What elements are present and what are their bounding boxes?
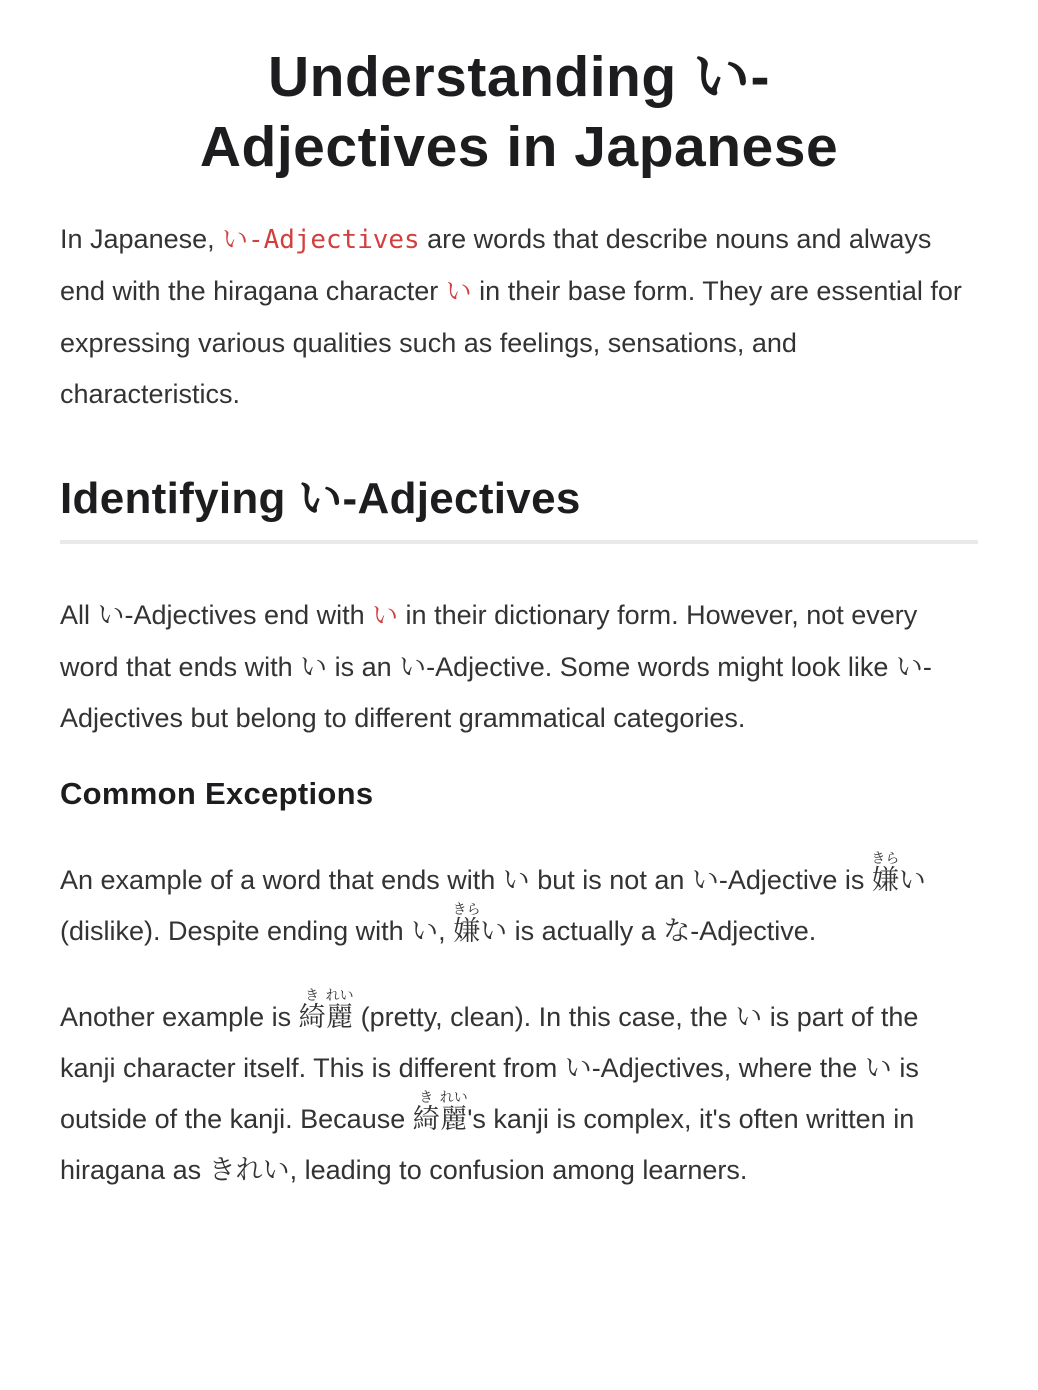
furigana-text: きら	[452, 901, 481, 917]
page-title-line-2: Adjectives in Japanese	[199, 115, 839, 179]
ruby-furigana-annotation: 綺き麗れい	[298, 987, 354, 1032]
furigana-text: き	[298, 987, 326, 1003]
furigana-text: れい	[325, 987, 354, 1003]
page-title-line-1: Understanding い-	[268, 45, 770, 109]
ruby-furigana-annotation: 綺き麗れい	[412, 1089, 468, 1134]
exceptions-paragraph-1: An example of a word that ends with い but is not an い-Adjective is 嫌きらい (dislike). Despite ending with い, 嫌きらい is actually a な-Adjective.	[60, 850, 926, 946]
section-heading-identifying: Identifying い-Adjectives	[60, 474, 581, 523]
inline-code-japanese: い-Adjectives	[222, 225, 420, 255]
identifying-paragraph: All い-Adjectives end with い in their dictionary form. However, not every word that ends with い is an い-Adjective. Some words might look like い-Adjectives but belong to different grammatical categories.	[60, 600, 932, 733]
section-divider	[60, 540, 978, 544]
inline-code-japanese: い	[372, 601, 399, 631]
ruby-furigana-annotation: 嫌きら	[871, 850, 900, 895]
furigana-text: れい	[439, 1089, 468, 1105]
inline-code-japanese: い	[445, 277, 472, 307]
subsection-heading-exceptions: Common Exceptions	[60, 776, 374, 811]
page-title	[60, 42, 978, 182]
furigana-text: き	[412, 1089, 440, 1105]
furigana-text: きら	[871, 850, 900, 866]
exceptions-paragraph-2: Another example is 綺き麗れい (pretty, clean). In this case, the い is part of the kanji character itself. This is different from い-Adjectives, where the い is outside of the kanji. Because 綺き麗れい's kanji is complex, it's often written in hiragana as きれい, leading to confusion among learners.	[60, 987, 919, 1185]
ruby-furigana-annotation: 嫌きら	[452, 901, 481, 946]
intro-paragraph: In Japanese, い-Adjectives are words that describe nouns and always end with the hiragana character い in their base form. They are essential for expressing various qualities such as feelings, sensations, and characteristics.	[60, 224, 962, 409]
